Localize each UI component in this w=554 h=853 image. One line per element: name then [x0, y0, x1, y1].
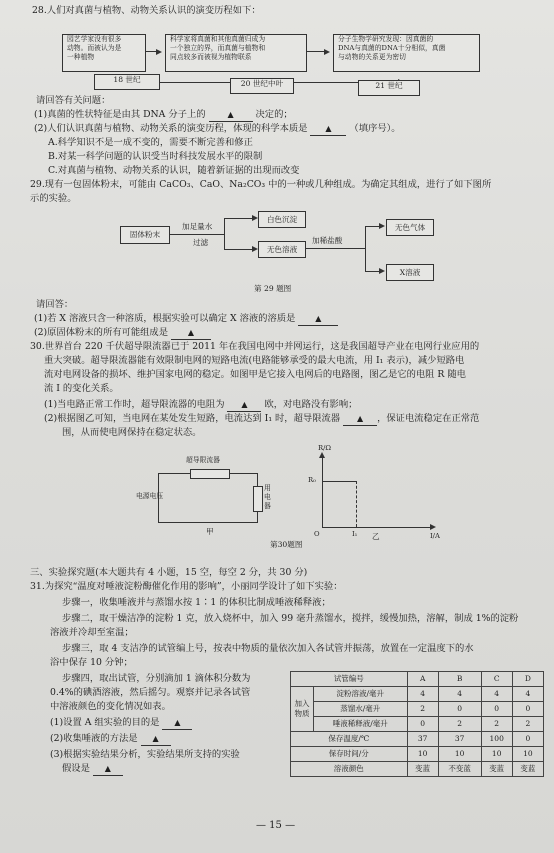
graph-x-label: I/A: [430, 532, 440, 540]
q31-step4b: 0.4%的碘酒溶液，然后摇匀。观察并记录各试管: [50, 687, 251, 698]
q29-to-clear: [224, 249, 252, 250]
q30-p2a: (2)根据图乙可知，当电网在某处发生短路，电流达到 I₁ 时，超导限流器 ▲ ，保证电流稳定在正常范: [44, 413, 480, 424]
q31-step3b: 浴中保存 10 分钟；: [50, 657, 133, 668]
q31-a3b: 假设是 ▲: [62, 762, 123, 776]
table-cell: 0: [407, 717, 438, 732]
q31-step1: 步骤一，收集唾液并与蒸馏水按 1∶1 的体积比制成唾液稀释液；: [62, 597, 331, 608]
table-cell: 变蓝: [481, 762, 512, 777]
blank-mark: ▲: [93, 762, 123, 776]
graph-y-label: R/Ω: [318, 444, 332, 452]
table-cell: 100: [481, 732, 512, 747]
table-cell: 2: [512, 717, 543, 732]
q28-arrow-2-line: [306, 51, 324, 52]
table-cell: 37: [438, 732, 481, 747]
q29-stem-1: 29.现有一包固体粉末，可能由 CaCO₃、CaO、Na₂CO₃ 中的一种或几种组成。为确定其组成，进行了如下图所: [30, 179, 492, 190]
q29-stem-2: 示的实验。: [30, 193, 77, 204]
q28-opt-c: C.对真菌与植物、动物关系的认识，随着新证据的出现而改变: [48, 165, 300, 176]
circuit-label-jia: 甲: [206, 527, 214, 536]
q30-p2b: 围，从而使电网保持在稳定状态。: [62, 427, 202, 438]
table-col-d: D: [512, 672, 543, 687]
circuit-label-load: 用电器: [264, 484, 271, 510]
table-cell: 2: [407, 702, 438, 717]
table-cell: 37: [407, 732, 438, 747]
graph-i1-label: I₁: [352, 530, 358, 538]
table-cell: 变蓝: [407, 762, 438, 777]
q28-ask: 请回答有关问题：: [36, 95, 111, 106]
table-cell: 4: [481, 687, 512, 702]
q29-arrow-x: [379, 268, 385, 274]
blank-mark: ▲: [310, 122, 346, 136]
table-cell: 10: [438, 747, 481, 762]
q28-era-20: 20 世纪中叶: [230, 78, 294, 94]
q29-split-2: [365, 226, 366, 272]
q28-era-21: 21 世纪: [358, 80, 420, 96]
table-row: [291, 762, 544, 777]
q29-connector-2: [305, 248, 365, 249]
q31-stem: 31.为探究“温度对唾液淀粉酶催化作用的影响”，小丽同学设计了如下实验：: [30, 581, 343, 592]
graph-label-yi: 乙: [372, 532, 380, 541]
table-side-label: 加入物质: [291, 687, 314, 732]
table-col-a: A: [407, 672, 438, 687]
table-row-label: 保存时间/分: [291, 747, 408, 762]
q29-box-solid: 固体粉末: [120, 226, 170, 244]
q31-a1: (1)设置 A 组实验的目的是 ▲: [50, 716, 192, 730]
blank-mark: ▲: [162, 716, 192, 730]
q30-caption: 第30题图: [270, 540, 303, 549]
circuit-label-source: 电源电压: [136, 492, 164, 500]
q29-p2: (2)原固体粉末的所有可能组成是 ▲: [34, 326, 211, 340]
table-cell: 变蓝: [512, 762, 543, 777]
q28-box3-line1: 分子生物学研究发现：因真菌的: [338, 35, 434, 43]
page-number: — 15 —: [256, 820, 296, 831]
table-cell: 0: [481, 702, 512, 717]
q31-a3a: (3)根据实验结果分析，实验结果所支持的实验: [50, 749, 240, 760]
q29-label-hcl: 加稀盐酸: [312, 236, 343, 245]
graph-r0-label: R₀: [308, 476, 316, 484]
q28-box2-line1: 科学家将真菌和其他真菌归成为: [170, 35, 266, 43]
circuit-load: [253, 486, 263, 512]
blank-mark: ▲: [209, 108, 253, 122]
q31-step2b: 溶液并冷却至室温；: [50, 627, 134, 638]
table-row: [291, 717, 544, 732]
q28-opt-a: A.科学知识不是一成不变的，需要不断完善和修正: [48, 137, 253, 148]
q30-line-4: 流 I 的变化关系。: [44, 383, 119, 394]
blank-mark: ▲: [343, 412, 377, 426]
q28-box-1: [62, 34, 146, 72]
table-cell: 4: [512, 687, 543, 702]
q28-box3-line2: DNA与真菌的DNA十分相似，真菌: [338, 44, 446, 52]
q29-connector-1: [169, 234, 224, 235]
table-col-c: C: [481, 672, 512, 687]
q30-line-2: 重大突破。超导限流器能有效限制电网的短路电流(电路能够承受的最大电流，用 I₁ 表示)，减少短路电: [44, 355, 465, 366]
q29-to-gas: [365, 226, 379, 227]
q28-opt-b: B.对某一科学问题的认识受当时科技发展水平的限制: [48, 151, 263, 162]
blank-mark: ▲: [227, 398, 261, 412]
q30-line-1: 30.世界首台 220 千伏超导限流器已于 2011 年在我国电网中并网运行，这是我国超导产业在电网行业应用的: [30, 341, 480, 352]
q29-label-filter: 过滤: [193, 238, 209, 247]
table-row: [291, 732, 544, 747]
q29-box-gas: 无色气体: [386, 219, 434, 236]
q29-p1: (1)若 X 溶液只含一种溶质，根据实验可以确定 X 溶液的溶质是 ▲: [34, 312, 338, 326]
q31-step4a: 步骤四，取出试管，分别滴加 1 滴体积分数为: [62, 673, 251, 684]
q29-to-x: [365, 271, 379, 272]
table-row: [291, 702, 544, 717]
table-cell: 4: [438, 687, 481, 702]
q30-p1: (1)当电路正常工作时，超导限流器的电阻为 ▲ 欧，对电路没有影响；: [44, 399, 358, 410]
q28-box3-line3: 与动物的关系更为密切: [338, 53, 406, 61]
table-cell: 0: [512, 732, 543, 747]
table-row-label: 淀粉溶液/毫升: [314, 687, 408, 702]
q28-box1-line2: 动物。而被认为是: [67, 44, 122, 52]
q29-ask: 请回答：: [36, 299, 74, 310]
table-cell: 10: [407, 747, 438, 762]
graph-r0-level: [322, 481, 356, 482]
q29-box-white: 白色沉淀: [258, 211, 306, 228]
blank-mark: ▲: [171, 326, 211, 340]
q31-a2: (2)收集唾液的方法是 ▲: [50, 732, 171, 746]
table-cell: 10: [512, 747, 543, 762]
q29-split: [224, 218, 225, 250]
graph-x-arrow: [430, 524, 436, 530]
q29-label-water: 加足量水: [182, 222, 213, 231]
q31-step4c: 中溶液颜色的变化情况如表。: [50, 701, 171, 712]
experiment-table: [290, 671, 544, 777]
graph-y-axis: [322, 458, 323, 528]
q28-p1: (1)真菌的性状特征是由其 DNA 分子上的 ▲ 决定的；: [34, 109, 293, 120]
table-row-label: 唾液稀释液/毫升: [314, 717, 408, 732]
superconductor-limiter: [190, 469, 230, 479]
q29-arrow-gas: [379, 223, 385, 229]
table-row: [291, 747, 544, 762]
sec3-title: 三、实验探究题(本大题共有 4 小题，15 空，每空 2 分，共 30 分): [30, 567, 308, 578]
q31-step3a: 步骤三，取 4 支洁净的试管编上号，按表中物质的量依次加入各试管并振荡，放置在一定温度下的水: [62, 643, 474, 654]
q28-box1-line1: 园艺学家没有很多: [67, 35, 122, 43]
table-cell: 2: [438, 717, 481, 732]
q28-box2-line2: 一个独立的界，而真菌与植物和: [170, 44, 266, 52]
table-row-label: 保存温度/℃: [291, 732, 408, 747]
table-col-b: B: [438, 672, 481, 687]
table-cell: 0: [512, 702, 543, 717]
table-cell: 0: [438, 702, 481, 717]
q28-era-18: 18 世纪: [94, 74, 160, 90]
q30-line-3: 流对电网设备的损坏、维护国家电网的稳定。如图甲是它接入电网后的电路图，图乙是它的电阻 R 随电: [44, 369, 466, 380]
q29-caption: 第 29 题图: [254, 284, 292, 293]
q28-arrow-1: [156, 49, 162, 55]
circuit-label-limiter: 超导限流器: [186, 456, 220, 464]
blank-mark: ▲: [298, 312, 338, 326]
graph-i1-drop: [356, 481, 357, 527]
q28-p2: (2)人们认识真菌与植物、动物关系的演变历程，体现的科学本质是 ▲ （填序号）。: [34, 123, 401, 134]
q29-to-white: [224, 218, 252, 219]
circuit-wire-bottom: [158, 522, 258, 523]
q28-arrow-1-line: [145, 51, 156, 52]
q29-box-x: X溶液: [386, 264, 434, 281]
table-cell: 10: [481, 747, 512, 762]
table-row-label: 蒸馏水/毫升: [314, 702, 408, 717]
table-cell: 不变蓝: [438, 762, 481, 777]
blank-mark: ▲: [141, 732, 171, 746]
table-cell: 4: [407, 687, 438, 702]
q28-box-3: [333, 34, 480, 72]
q28-box-2: [165, 34, 307, 72]
graph-x-axis: [322, 527, 430, 528]
q28-stem: 28.人们对真菌与植物、动物关系认识的演变历程如下：: [32, 5, 261, 16]
table-row-label: 溶液颜色: [291, 762, 408, 777]
q28-arrow-2: [324, 49, 330, 55]
graph-origin: O: [314, 530, 320, 538]
table-header-label: 试管编号: [291, 672, 408, 687]
q28-box2-line3: 同点较多而被视为植物联系: [170, 53, 252, 61]
q31-step2a: 步骤二，取干燥洁净的淀粉 1 克，放入烧杯中，加入 99 毫升蒸馏水，搅拌，缓慢加热，溶解，制成 1%的淀粉: [62, 613, 519, 624]
q29-box-clear: 无色溶液: [258, 241, 306, 258]
table-cell: 2: [481, 717, 512, 732]
q28-box1-line3: 一种植物: [67, 53, 95, 61]
table-header-row: [291, 672, 544, 687]
table-row: [291, 687, 544, 702]
